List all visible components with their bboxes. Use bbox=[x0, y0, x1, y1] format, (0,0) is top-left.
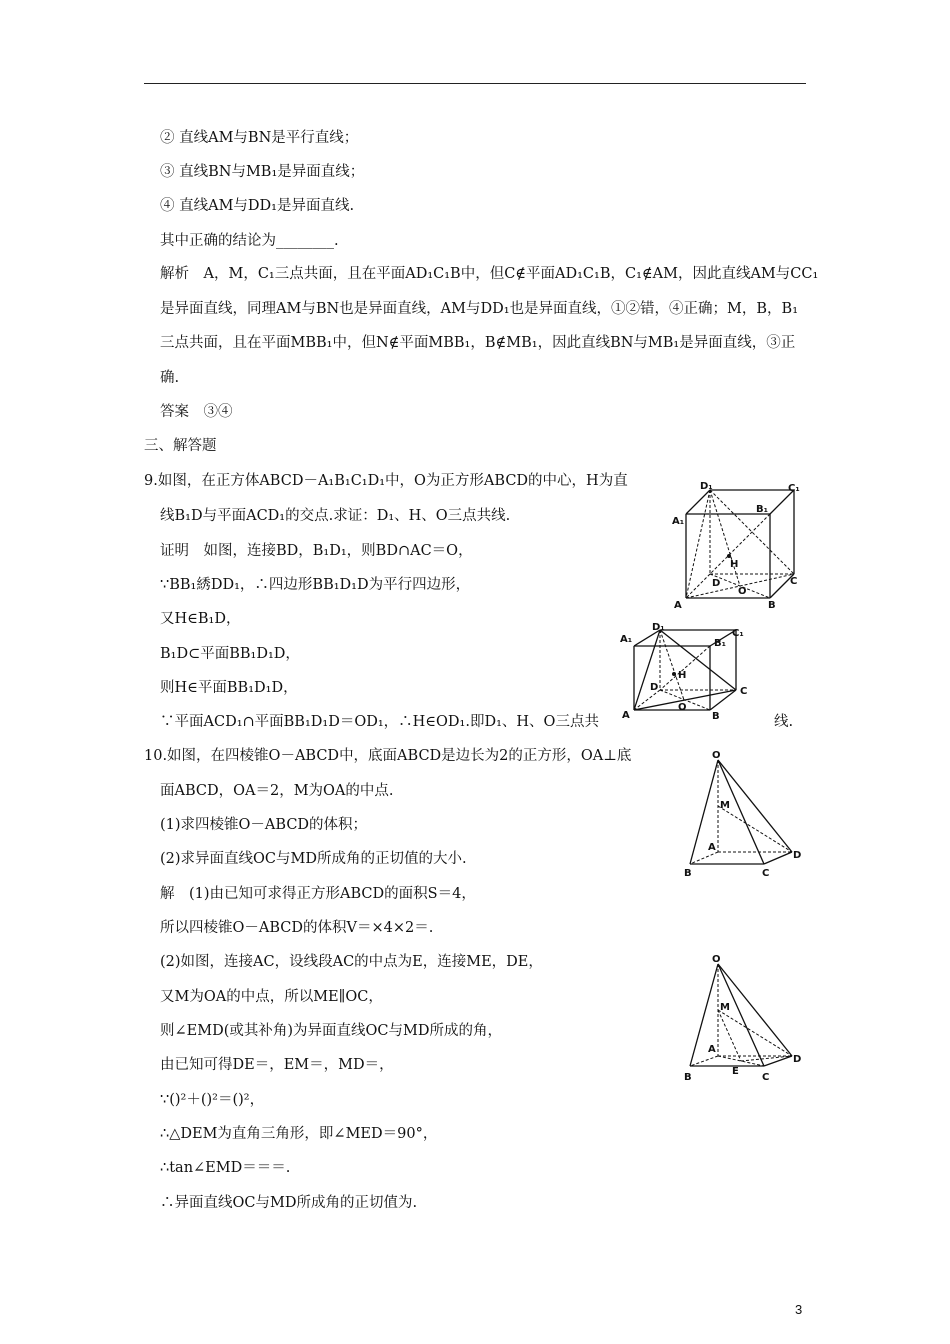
cube1-label-O: O bbox=[738, 586, 747, 597]
text-line: 解 (1)由已知可求得正方形ABCD的面积S＝4， bbox=[160, 886, 476, 902]
text-line: 答案 ③④ bbox=[160, 404, 233, 420]
pyr2-label-A: A bbox=[708, 1044, 716, 1055]
cube-figure-2 bbox=[618, 622, 758, 722]
text-line: 所以四棱锥O－ABCD的体积V＝×4×2＝. bbox=[160, 920, 434, 936]
text-line: ∵BB₁綉DD₁，∴四边形BB₁D₁D为平行四边形， bbox=[160, 577, 471, 593]
text-line: ③ 直线BN与MB₁是异面直线； bbox=[160, 164, 365, 180]
cube1-label-A1: A₁ bbox=[672, 516, 685, 527]
pyr1-label-C: C bbox=[762, 868, 770, 879]
text-line: 解析 A，M，C₁三点共面，且在平面AD₁C₁B中，但C∉平面AD₁C₁B，C₁∉AM，因此直线AM与CC₁ bbox=[160, 266, 819, 282]
text-line: 则H∈平面BB₁D₁D， bbox=[160, 680, 298, 696]
cube2-label-H: H bbox=[678, 670, 687, 681]
text-line: ∵()²＋()²＝()²， bbox=[160, 1092, 265, 1108]
text-line: (2)求异面直线OC与MD所成角的正切值的大小. bbox=[160, 851, 467, 867]
pyr2-label-D: D bbox=[793, 1054, 802, 1065]
cube1-label-D1: D₁ bbox=[700, 481, 713, 492]
cube-figure-1 bbox=[664, 478, 809, 610]
text-line: ④ 直线AM与DD₁是异面直线. bbox=[160, 198, 355, 214]
pyramid-figure-2 bbox=[680, 952, 810, 1084]
cube2-label-A: A bbox=[622, 710, 630, 721]
pyr1-label-A: A bbox=[708, 842, 716, 853]
text-line: 线B₁D与平面ACD₁的交点.求证：D₁、H、O三点共线. bbox=[160, 508, 511, 524]
text-line: 10.如图，在四棱锥O－ABCD中，底面ABCD是边长为2的正方形，OA⊥底 bbox=[144, 748, 632, 764]
pyr1-label-O: O bbox=[712, 750, 721, 761]
text-line: 三点共面，且在平面MBB₁中，但N∉平面MBB₁，B∉MB₁，因此直线BN与MB₁是异面直线，③正 bbox=[160, 335, 796, 351]
text-line: ∴△DEM为直角三角形，即∠MED＝90°， bbox=[160, 1126, 438, 1142]
text-line: ∵平面ACD₁∩平面BB₁D₁D＝OD₁，∴H∈OD₁.即D₁、H、O三点共 bbox=[160, 714, 599, 730]
cube2-label-A1: A₁ bbox=[620, 634, 633, 645]
text-line: 是异面直线，同理AM与BN也是异面直线，AM与DD₁也是异面直线，①②错，④正确；M，B，B₁ bbox=[160, 301, 799, 317]
cube2-label-B1: B₁ bbox=[714, 638, 727, 649]
text-line: 其中正确的结论为________. bbox=[160, 233, 339, 249]
pyr1-label-D: D bbox=[793, 850, 802, 861]
cube2-label-C1: C₁ bbox=[732, 628, 744, 639]
pyr1-label-B: B bbox=[684, 868, 692, 879]
page-number: 3 bbox=[795, 1302, 803, 1317]
pyr2-label-B: B bbox=[684, 1072, 692, 1083]
cube2-label-D: D bbox=[650, 682, 659, 693]
text-line: 线. bbox=[774, 714, 794, 730]
header-rule bbox=[144, 83, 806, 84]
text-line: ∴异面直线OC与MD所成角的正切值为. bbox=[160, 1195, 418, 1211]
text-line: ② 直线AM与BN是平行直线； bbox=[160, 130, 359, 146]
cube1-label-C1: C₁ bbox=[788, 483, 800, 494]
cube2-label-O: O bbox=[678, 702, 687, 713]
pyr2-label-O: O bbox=[712, 954, 721, 965]
cube1-label-B: B bbox=[768, 600, 776, 610]
text-line: ∴tan∠EMD＝＝＝. bbox=[160, 1160, 291, 1176]
text-line: 由已知可得DE＝，EM＝，MD＝， bbox=[160, 1057, 394, 1073]
text-line: 证明 如图，连接BD，B₁D₁，则BD∩AC＝O， bbox=[160, 543, 473, 559]
pyr2-label-E: E bbox=[732, 1066, 739, 1077]
text-line: 面ABCD，OA＝2，M为OA的中点. bbox=[160, 783, 394, 799]
pyr2-label-M: M bbox=[720, 1002, 730, 1013]
pyramid-figure-1 bbox=[680, 748, 810, 880]
cube2-label-D1: D₁ bbox=[652, 622, 665, 633]
cube2-label-C: C bbox=[740, 686, 748, 697]
text-line: 确. bbox=[160, 370, 180, 386]
pyr1-label-M: M bbox=[720, 800, 730, 811]
text-line: 9.如图，在正方体ABCD－A₁B₁C₁D₁中，O为正方形ABCD的中心，H为直 bbox=[144, 473, 628, 489]
text-line: 又H∈B₁D， bbox=[160, 611, 241, 627]
text-line: (2)如图，连接AC，设线段AC的中点为E，连接ME，DE， bbox=[160, 954, 543, 970]
cube1-label-H: H bbox=[730, 559, 739, 570]
cube1-label-A: A bbox=[674, 600, 682, 610]
cube2-label-B: B bbox=[712, 711, 720, 722]
pyr2-label-C: C bbox=[762, 1072, 770, 1083]
cube1-label-B1: B₁ bbox=[756, 504, 769, 515]
text-line: 三、解答题 bbox=[144, 438, 217, 454]
cube1-label-C: C bbox=[790, 576, 798, 587]
text-line: B₁D⊂平面BB₁D₁D， bbox=[160, 646, 300, 662]
text-line: 则∠EMD(或其补角)为异面直线OC与MD所成的角， bbox=[160, 1023, 502, 1039]
cube1-label-D: D bbox=[712, 578, 721, 589]
text-line: (1)求四棱锥O－ABCD的体积； bbox=[160, 817, 368, 833]
text-line: 又M为OA的中点，所以ME∥OC， bbox=[160, 989, 383, 1005]
